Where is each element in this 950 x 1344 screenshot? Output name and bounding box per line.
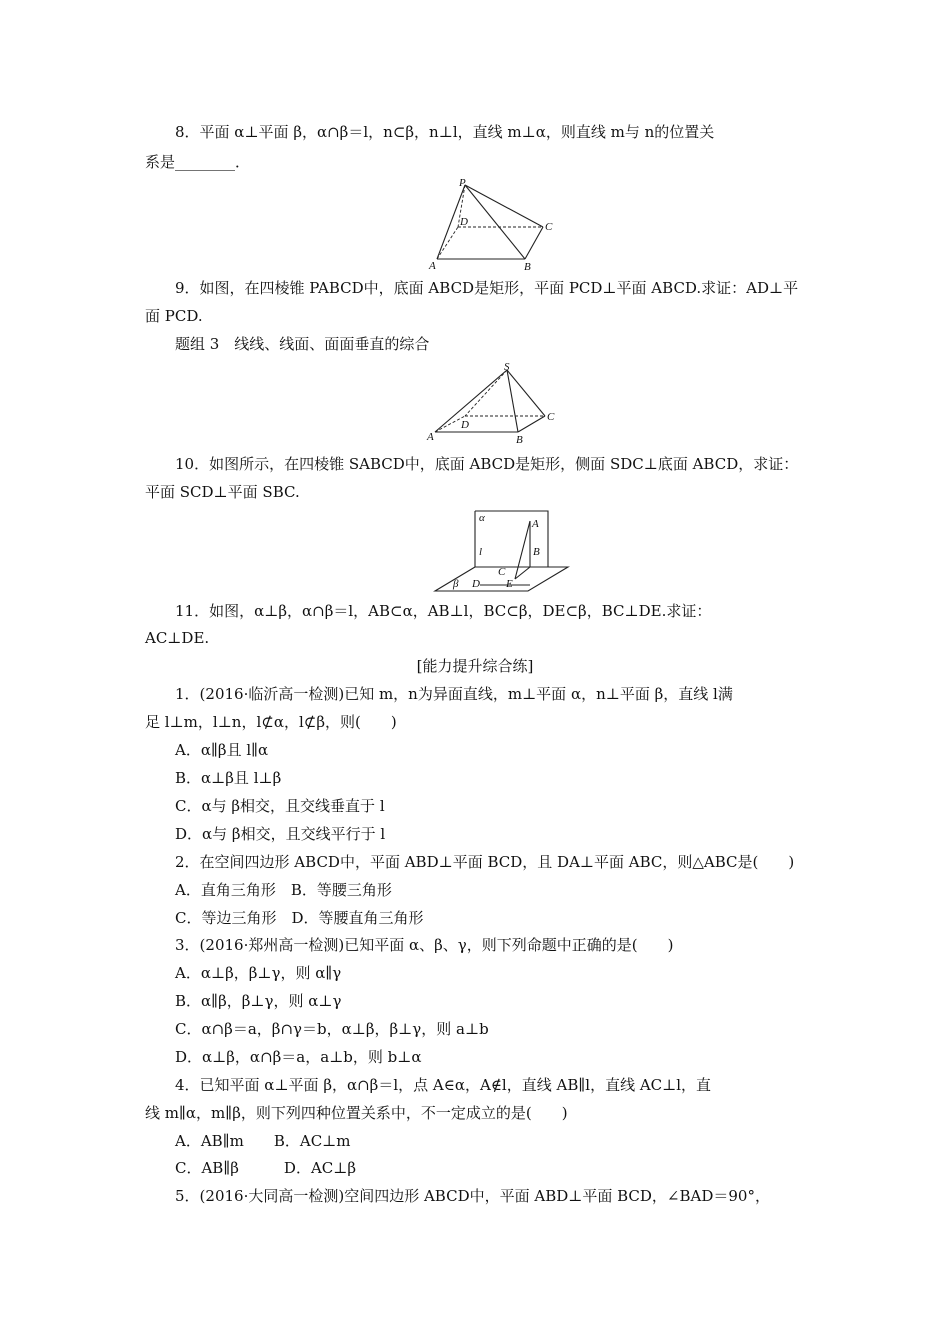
label-d: D [461,419,469,431]
p4-line1: 4．已知平面 α⊥平面 β，α∩β＝l，点 A∈α，A∉l，直线 AB∥l，直线 AC⊥l，直 [175,1076,712,1094]
q8-line1: 8．平面 α⊥平面 β，α∩β＝l，n⊂β，n⊥l，直线 m⊥α，则直线 m与 n的位置关 [175,123,715,141]
label-a: A [429,260,436,272]
segment-ac [515,521,530,579]
p1-option-d: D．α与 β相交，且交线平行于 l [175,825,386,843]
p3-option-a: A．α⊥β，β⊥γ，则 α∥γ [175,964,342,982]
perpendicular-planes-figure [430,505,580,597]
q10-line2: 平面 SCD⊥平面 SBC. [145,483,300,501]
edge-sc [507,370,545,416]
p4-line2: 线 m∥α，m∥β，则下列四种位置关系中，不一定成立的是( ) [145,1104,568,1122]
label-alpha: α [479,512,485,524]
p4-option-ab: A．AB∥m B．AC⊥m [175,1132,351,1150]
edge-sb [507,370,518,432]
p1-line2: 足 l⊥m，l⊥n，l⊄α，l⊄β，则( ) [145,713,397,731]
label-b: B [516,434,523,446]
label-l: l [479,546,483,558]
q9-line2: 面 PCD. [145,307,203,325]
pyramid-pabcd-figure [425,175,555,275]
label-b: B [524,261,531,273]
label-c: C [545,221,553,233]
p1-option-c: C．α与 β相交，且交线垂直于 l [175,797,385,815]
p3-option-c: C．α∩β＝a，β∩γ＝b，α⊥β，β⊥γ，则 a⊥b [175,1020,489,1038]
label-a: A [532,518,539,530]
label-d: D [460,216,468,228]
p2-option-ab: A．直角三角形 B．等腰三角形 [175,881,392,899]
q11-line1: 11．如图，α⊥β，α∩β＝l，AB⊂α，AB⊥l，BC⊂β，DE⊂β，BC⊥DE.求证： [175,602,712,620]
p1-option-a: A．α∥β且 l∥α [175,741,269,759]
edge-pb [465,185,525,259]
label-a: A [427,431,434,443]
p3-option-d: D．α⊥β，α∩β＝a，a⊥b，则 b⊥α [175,1048,422,1066]
q9-line1: 9．如图，在四棱锥 PABCD中，底面 ABCD是矩形，平面 PCD⊥平面 ABCD.求证：AD⊥平 [175,279,799,297]
p3-option-b: B．α∥β，β⊥γ，则 α⊥γ [175,992,342,1010]
p3-line1: 3．(2016·郑州高一检测)已知平面 α、β、γ，则下列命题中正确的是( ) [175,936,674,954]
label-c: C [498,566,506,578]
edge-bc [525,227,543,259]
label-e: E [506,578,513,590]
p1-option-b: B．α⊥β且 l⊥β [175,769,282,787]
q11-line2: AC⊥DE. [145,629,210,647]
label-p: P [459,177,466,189]
p4-option-cd: C．AB∥β D．AC⊥β [175,1159,357,1177]
q8-line2: 系是________． [145,153,251,171]
edge-bc [518,416,545,432]
group3-heading: 题组 3 线线、线面、面面垂直的综合 [175,335,430,353]
label-s: S [504,361,510,373]
label-d: D [472,578,480,590]
p1-line1: 1．(2016·临沂高一检测)已知 m，n为异面直线，m⊥平面 α，n⊥平面 β，直线 l满 [175,685,733,703]
label-b: B [533,546,540,558]
edge-sd [465,370,507,416]
edge-pc [465,185,543,227]
p5-line1: 5．(2016·大同高一检测)空间四边形 ABCD中，平面 ABD⊥平面 BCD，∠BAD＝90°， [175,1187,770,1205]
section-title: [能力提升综合练] [416,657,534,675]
p2-line1: 2．在空间四边形 ABCD中，平面 ABD⊥平面 BCD，且 DA⊥平面 ABC，则△ABC是( ) [175,853,795,871]
label-beta: β [453,578,459,590]
p2-option-cd: C．等边三角形 D．等腰直角三角形 [175,909,424,927]
label-c: C [547,411,555,423]
edge-sa [435,370,507,432]
pyramid-sabcd-figure [425,360,565,450]
q10-line1: 10．如图所示，在四棱锥 SABCD中，底面 ABCD是矩形，侧面 SDC⊥底面 ABCD，求证： [175,455,799,473]
